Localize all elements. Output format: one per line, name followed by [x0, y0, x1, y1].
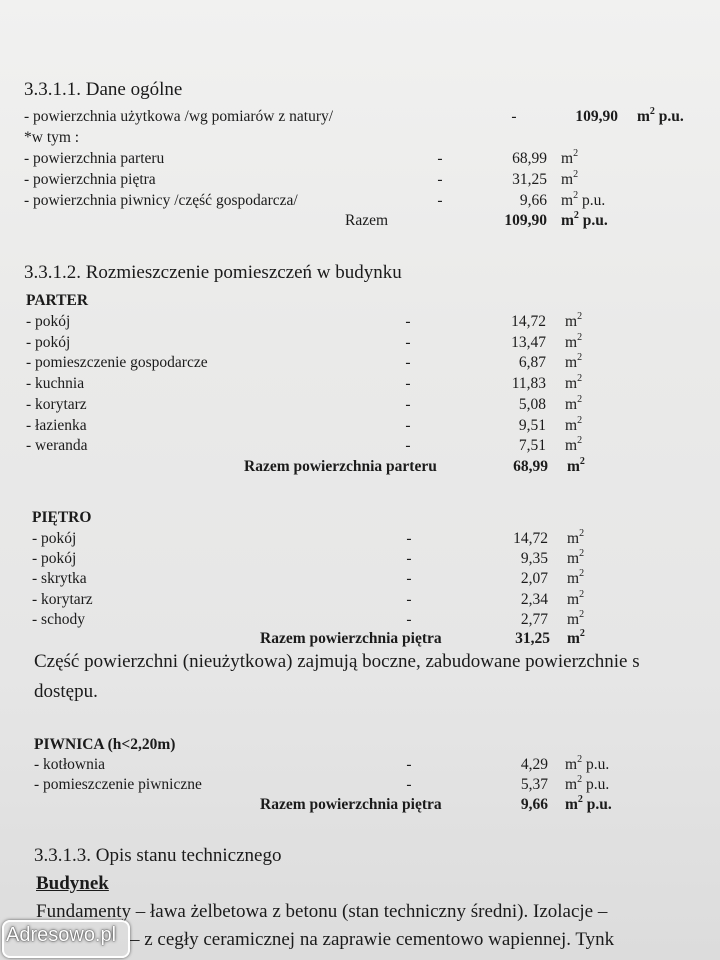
- row-unit: $m^2$: [561, 147, 579, 167]
- pietro-total-unit: $m^2$: [567, 627, 585, 647]
- room-dash: -: [406, 530, 412, 547]
- room-dash: -: [406, 591, 412, 608]
- row-label: - powierzchnia użytkowa /wg pomiarów z natury/: [24, 108, 334, 125]
- parter-total-value: 68,99: [513, 458, 548, 475]
- room-unit: $m^2$: [567, 608, 585, 628]
- room-label: - korytarz: [32, 591, 93, 608]
- row-label: - powierzchnia piętra: [24, 171, 156, 188]
- room-value: 5,37: [520, 776, 548, 793]
- room-label: - pomieszczenie piwniczne: [34, 776, 202, 793]
- row-label: - powierzchnia parteru: [24, 150, 165, 167]
- note-line-2: dostępu.: [34, 681, 98, 702]
- room-unit: $m^2$: [565, 331, 583, 351]
- room-unit: $m^2$: [567, 567, 585, 587]
- watermark-logo: [0, 918, 130, 960]
- total-label: Razem: [345, 212, 389, 229]
- pietro-title: PIĘTRO: [32, 509, 92, 526]
- row-unit: $m^2$ p.u.: [561, 189, 606, 209]
- total-unit: $m^2$ p.u.: [561, 209, 608, 229]
- subheading-budynek: Budynek: [36, 873, 109, 894]
- piwnica-total-value: 9,66: [520, 796, 548, 813]
- room-dash: -: [405, 375, 411, 392]
- room-label: - weranda: [26, 437, 88, 454]
- row-label: *w tym :: [24, 129, 80, 146]
- room-label: - schody: [32, 611, 85, 628]
- room-dash: -: [406, 611, 412, 628]
- room-value: 2,07: [520, 570, 548, 587]
- room-value: 7,51: [518, 437, 546, 454]
- parter-total-unit: $m^2$: [567, 455, 585, 475]
- room-value: 2,77: [520, 611, 548, 628]
- room-label: - kuchnia: [26, 375, 85, 392]
- room-value: 4,29: [520, 756, 548, 773]
- row-value: 109,90: [575, 108, 618, 125]
- section-heading-rozmieszczenie: 3.3.1.2. Rozmieszczenie pomieszczeń w budynku: [24, 262, 402, 283]
- total-value: 109,90: [504, 212, 547, 229]
- room-unit: $m^2$ p.u.: [565, 753, 610, 773]
- room-unit: $m^2$ p.u.: [565, 773, 610, 793]
- room-unit: $m^2$: [567, 547, 585, 567]
- room-dash: -: [405, 417, 411, 434]
- row-dash: -: [511, 108, 517, 125]
- room-dash: -: [405, 437, 411, 454]
- parter-total-label: Razem powierzchnia parteru: [244, 458, 437, 475]
- room-dash: -: [405, 334, 411, 351]
- room-value: 5,08: [518, 396, 546, 413]
- room-value: 9,35: [520, 550, 548, 567]
- room-unit: $m^2$: [565, 414, 583, 434]
- room-dash: -: [405, 313, 411, 330]
- pietro-total-value: 31,25: [515, 630, 550, 647]
- row-value: 9,66: [519, 192, 547, 209]
- room-dash: -: [406, 756, 412, 773]
- row-dash: -: [437, 171, 443, 188]
- row-value: 31,25: [512, 171, 547, 188]
- room-unit: $m^2$: [565, 372, 583, 392]
- room-unit: $m^2$: [565, 393, 583, 413]
- room-value: 14,72: [513, 530, 548, 547]
- room-value: 11,83: [511, 375, 546, 392]
- room-unit: $m^2$: [565, 434, 583, 454]
- room-value: 13,47: [511, 334, 546, 351]
- room-label: - kotłownia: [34, 756, 106, 773]
- row-dash: -: [437, 150, 443, 167]
- room-value: 2,34: [520, 591, 548, 608]
- piwnica-total-label: Razem powierzchnia piętra: [260, 796, 442, 813]
- room-dash: -: [406, 570, 412, 587]
- row-label: - powierzchnia piwnicy /część gospodarcza/: [24, 192, 298, 209]
- section-heading-opis-stanu: 3.3.1.3. Opis stanu technicznego: [34, 845, 282, 866]
- room-label: - pomieszczenie gospodarcze: [26, 354, 208, 371]
- row-unit: $m^2$ p.u.: [637, 105, 684, 125]
- body-line-2: – z cegły ceramicznej na zaprawie cementowo wapiennej. Tynk: [130, 929, 615, 950]
- room-unit: $m^2$: [565, 351, 583, 371]
- room-dash: -: [405, 354, 411, 371]
- room-label: - korytarz: [26, 396, 87, 413]
- room-label: - pokój: [32, 530, 77, 547]
- room-label: - pokój: [32, 550, 77, 567]
- note-line-1: Część powierzchni (nieużytkowa) zajmują boczne, zabudowane powierzchnie s: [34, 651, 640, 672]
- row-dash: -: [437, 192, 443, 209]
- pietro-total-label: Razem powierzchnia piętra: [260, 630, 442, 647]
- piwnica-title: PIWNICA (h<2,20m): [34, 736, 176, 753]
- room-value: 9,51: [518, 417, 546, 434]
- room-value: 14,72: [511, 313, 546, 330]
- room-label: - pokój: [26, 334, 71, 351]
- watermark-text: Adresowo.pl: [6, 924, 117, 946]
- room-unit: $m^2$: [567, 588, 585, 608]
- room-value: 6,87: [518, 354, 546, 371]
- body-line-1: Fundamenty – ława żelbetowa z betonu (stan techniczny średni). Izolacje –: [36, 901, 608, 922]
- room-dash: -: [406, 550, 412, 567]
- room-unit: $m^2$: [565, 310, 583, 330]
- row-unit: $m^2$: [561, 168, 579, 188]
- room-label: - skrytka: [32, 570, 87, 587]
- room-label: - pokój: [26, 313, 71, 330]
- room-unit: $m^2$: [567, 527, 585, 547]
- parter-title: PARTER: [26, 292, 89, 309]
- room-dash: -: [405, 396, 411, 413]
- room-label: - łazienka: [26, 417, 87, 434]
- room-dash: -: [406, 776, 412, 793]
- row-value: 68,99: [512, 150, 547, 167]
- piwnica-total-unit: $m^2$ p.u.: [565, 793, 612, 813]
- section-heading-dane-ogolne: 3.3.1.1. Dane ogólne: [24, 79, 183, 100]
